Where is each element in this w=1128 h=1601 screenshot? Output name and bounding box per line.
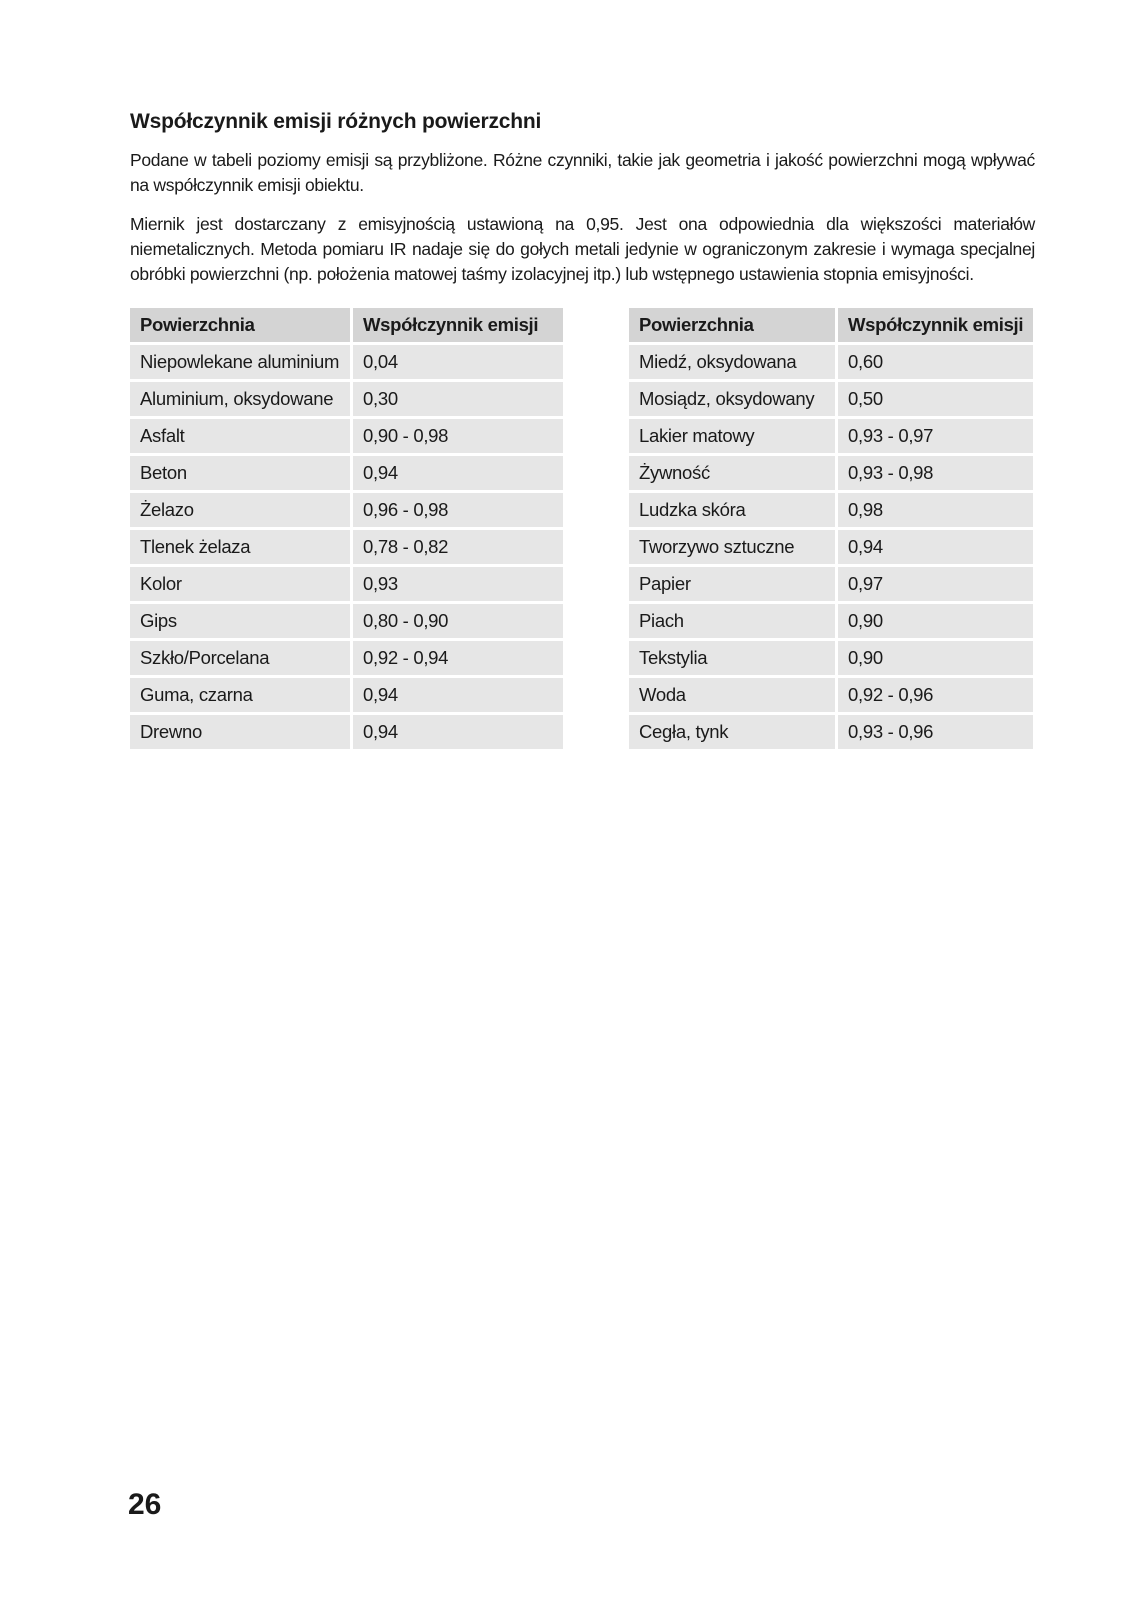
table-row <box>130 493 563 527</box>
emissivity-cell: 0,30 <box>353 382 563 416</box>
emissivity-cell: 0,94 <box>353 456 563 490</box>
section-heading: Współczynnik emisji różnych powierzchni <box>130 110 542 133</box>
surface-cell: Asfalt <box>130 419 350 453</box>
emissivity-table-left <box>127 305 566 752</box>
surface-cell: Drewno <box>130 715 350 749</box>
surface-cell: Piach <box>629 604 835 638</box>
surface-cell: Szkło/Porcelana <box>130 641 350 675</box>
surface-cell: Guma, czarna <box>130 678 350 712</box>
emissivity-cell: 0,90 <box>838 604 1033 638</box>
emissivity-cell: 0,97 <box>838 567 1033 601</box>
table-row <box>629 641 1033 675</box>
emissivity-table-right <box>626 305 1036 752</box>
emissivity-cell: 0,98 <box>838 493 1033 527</box>
table-row <box>629 530 1033 564</box>
page-number: 26 <box>128 1488 162 1521</box>
emissivity-cell: 0,93 <box>353 567 563 601</box>
table-row <box>629 456 1033 490</box>
column-header-surface: Powierzchnia <box>629 308 835 342</box>
emissivity-cell: 0,93 - 0,96 <box>838 715 1033 749</box>
emissivity-cell: 0,60 <box>838 345 1033 379</box>
emissivity-cell: 0,50 <box>838 382 1033 416</box>
table-row <box>629 345 1033 379</box>
surface-cell: Tlenek żelaza <box>130 530 350 564</box>
emissivity-cell: 0,93 - 0,97 <box>838 419 1033 453</box>
table-row <box>130 345 563 379</box>
surface-cell: Gips <box>130 604 350 638</box>
column-header-emissivity: Współczynnik emisji <box>353 308 563 342</box>
surface-cell: Tworzywo sztuczne <box>629 530 835 564</box>
emissivity-cell: 0,96 - 0,98 <box>353 493 563 527</box>
surface-cell: Kolor <box>130 567 350 601</box>
surface-cell: Lakier matowy <box>629 419 835 453</box>
surface-cell: Papier <box>629 567 835 601</box>
surface-cell: Woda <box>629 678 835 712</box>
surface-cell: Beton <box>130 456 350 490</box>
table-row <box>629 493 1033 527</box>
emissivity-cell: 0,04 <box>353 345 563 379</box>
emissivity-cell: 0,80 - 0,90 <box>353 604 563 638</box>
table-row <box>130 419 563 453</box>
surface-cell: Żywność <box>629 456 835 490</box>
table-row <box>130 715 563 749</box>
emissivity-cell: 0,94 <box>838 530 1033 564</box>
surface-cell: Mosiądz, oksydowany <box>629 382 835 416</box>
table-row <box>130 382 563 416</box>
table-row <box>629 715 1033 749</box>
emissivity-cell: 0,78 - 0,82 <box>353 530 563 564</box>
table-header-row <box>130 308 563 342</box>
table-row <box>130 641 563 675</box>
table-row <box>130 530 563 564</box>
emissivity-cell: 0,92 - 0,96 <box>838 678 1033 712</box>
table-row <box>130 604 563 638</box>
table-row <box>629 419 1033 453</box>
emissivity-cell: 0,94 <box>353 678 563 712</box>
emissivity-cell: 0,90 - 0,98 <box>353 419 563 453</box>
emissivity-cell: 0,92 - 0,94 <box>353 641 563 675</box>
table-row <box>130 567 563 601</box>
surface-cell: Żelazo <box>130 493 350 527</box>
emissivity-cell: 0,90 <box>838 641 1033 675</box>
intro-paragraph: Podane w tabeli poziomy emisji są przybliżone. Różne czynniki, takie jak geometria i jakość powierzchni mogą wpływać na współczynnik emisji obiektu. <box>130 150 1035 195</box>
table-row <box>629 382 1033 416</box>
table-header-row <box>629 308 1033 342</box>
surface-cell: Miedź, oksydowana <box>629 345 835 379</box>
table-row <box>130 456 563 490</box>
emissivity-note-paragraph: Miernik jest dostarczany z emisyjnością ustawioną na 0,95. Jest ona odpowiednia dla większości materiałów niemetalicznych. Metoda pomiaru IR nadaje się do gołych metali jedynie w ograniczonym zakresie i wymaga specjalnej obróbki powierzchni (np. położenia matowej taśmy izolacyjnej itp.) lub wstępnego ustawienia stopnia emisyjności. <box>130 214 1035 284</box>
surface-cell: Ludzka skóra <box>629 493 835 527</box>
table-row <box>629 567 1033 601</box>
table-row <box>629 604 1033 638</box>
column-header-surface: Powierzchnia <box>130 308 350 342</box>
table-row <box>629 678 1033 712</box>
table-row <box>130 678 563 712</box>
surface-cell: Tekstylia <box>629 641 835 675</box>
column-header-emissivity: Współczynnik emisji <box>838 308 1033 342</box>
emissivity-cell: 0,93 - 0,98 <box>838 456 1033 490</box>
surface-cell: Niepowlekane aluminium <box>130 345 350 379</box>
surface-cell: Cegła, tynk <box>629 715 835 749</box>
surface-cell: Aluminium, oksydowane <box>130 382 350 416</box>
emissivity-cell: 0,94 <box>353 715 563 749</box>
